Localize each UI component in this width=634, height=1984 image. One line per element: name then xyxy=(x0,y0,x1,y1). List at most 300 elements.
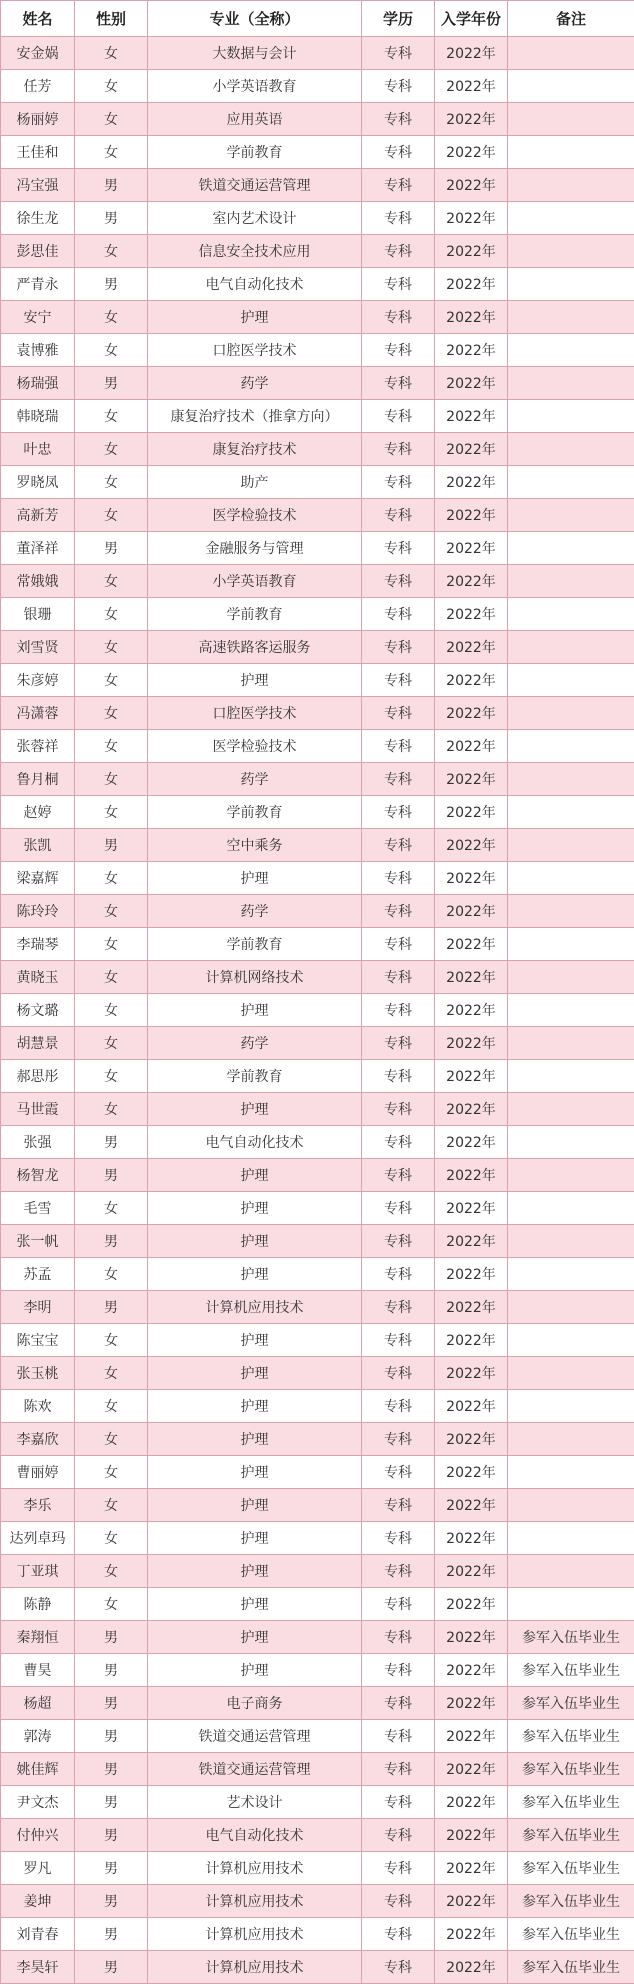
cell-gender: 男 xyxy=(75,268,148,301)
table-row xyxy=(1,1192,634,1225)
cell-major: 护理 xyxy=(148,1192,362,1225)
table-row xyxy=(1,829,634,862)
cell-education: 专科 xyxy=(362,928,435,961)
table-row xyxy=(1,1654,634,1687)
cell-major: 护理 xyxy=(148,1522,362,1555)
cell-enroll-year: 2022年 xyxy=(435,730,508,763)
table-row xyxy=(1,1720,634,1753)
table-row xyxy=(1,664,634,697)
table-row xyxy=(1,268,634,301)
cell-note xyxy=(508,763,634,796)
cell-name: 安宁 xyxy=(1,301,75,334)
table-row xyxy=(1,1093,634,1126)
table-row xyxy=(1,1588,634,1621)
cell-note: 参军入伍毕业生 xyxy=(508,1951,634,1984)
table-row xyxy=(1,103,634,136)
cell-name: 冯潇蓉 xyxy=(1,697,75,730)
cell-major: 室内艺术设计 xyxy=(148,202,362,235)
cell-major: 护理 xyxy=(148,664,362,697)
cell-major: 护理 xyxy=(148,1654,362,1687)
cell-gender: 男 xyxy=(75,829,148,862)
cell-major: 计算机应用技术 xyxy=(148,1852,362,1885)
cell-enroll-year: 2022年 xyxy=(435,1093,508,1126)
table-row xyxy=(1,697,634,730)
cell-gender: 男 xyxy=(75,169,148,202)
cell-gender: 男 xyxy=(75,1621,148,1654)
cell-name: 安金娲 xyxy=(1,37,75,70)
cell-enroll-year: 2022年 xyxy=(435,70,508,103)
cell-education: 专科 xyxy=(362,1390,435,1423)
cell-gender: 女 xyxy=(75,1456,148,1489)
cell-education: 专科 xyxy=(362,1885,435,1918)
cell-name: 彭思佳 xyxy=(1,235,75,268)
cell-enroll-year: 2022年 xyxy=(435,1786,508,1819)
cell-education: 专科 xyxy=(362,1027,435,1060)
cell-note xyxy=(508,631,634,664)
cell-name: 杨超 xyxy=(1,1687,75,1720)
cell-gender: 女 xyxy=(75,1192,148,1225)
cell-note xyxy=(508,928,634,961)
cell-major: 计算机应用技术 xyxy=(148,1918,362,1951)
cell-gender: 女 xyxy=(75,1060,148,1093)
cell-gender: 女 xyxy=(75,1522,148,1555)
cell-education: 专科 xyxy=(362,763,435,796)
cell-enroll-year: 2022年 xyxy=(435,268,508,301)
cell-name: 李明 xyxy=(1,1291,75,1324)
cell-gender: 男 xyxy=(75,1291,148,1324)
cell-note xyxy=(508,1324,634,1357)
cell-enroll-year: 2022年 xyxy=(435,598,508,631)
cell-gender: 男 xyxy=(75,202,148,235)
cell-education: 专科 xyxy=(362,1786,435,1819)
cell-note xyxy=(508,1159,634,1192)
cell-major: 小学英语教育 xyxy=(148,565,362,598)
cell-education: 专科 xyxy=(362,730,435,763)
cell-major: 艺术设计 xyxy=(148,1786,362,1819)
table-row xyxy=(1,499,634,532)
cell-enroll-year: 2022年 xyxy=(435,1192,508,1225)
cell-note: 参军入伍毕业生 xyxy=(508,1918,634,1951)
cell-gender: 女 xyxy=(75,37,148,70)
table-row xyxy=(1,1951,634,1984)
table-row xyxy=(1,796,634,829)
cell-education: 专科 xyxy=(362,136,435,169)
cell-note xyxy=(508,169,634,202)
cell-education: 专科 xyxy=(362,1093,435,1126)
table-row xyxy=(1,466,634,499)
cell-name: 董泽祥 xyxy=(1,532,75,565)
cell-education: 专科 xyxy=(362,1126,435,1159)
table-row xyxy=(1,1060,634,1093)
cell-name: 银珊 xyxy=(1,598,75,631)
cell-note xyxy=(508,70,634,103)
cell-name: 张一帆 xyxy=(1,1225,75,1258)
cell-gender: 女 xyxy=(75,961,148,994)
cell-major: 计算机应用技术 xyxy=(148,1951,362,1984)
table-row xyxy=(1,1885,634,1918)
cell-gender: 女 xyxy=(75,1390,148,1423)
cell-note xyxy=(508,1588,634,1621)
table-row xyxy=(1,598,634,631)
cell-education: 专科 xyxy=(362,1291,435,1324)
cell-enroll-year: 2022年 xyxy=(435,1423,508,1456)
cell-major: 护理 xyxy=(148,1324,362,1357)
cell-education: 专科 xyxy=(362,796,435,829)
table-row xyxy=(1,1918,634,1951)
cell-gender: 女 xyxy=(75,301,148,334)
cell-note: 参军入伍毕业生 xyxy=(508,1753,634,1786)
cell-major: 护理 xyxy=(148,301,362,334)
table-body xyxy=(1,37,634,1984)
cell-education: 专科 xyxy=(362,664,435,697)
cell-gender: 女 xyxy=(75,1423,148,1456)
cell-gender: 女 xyxy=(75,70,148,103)
cell-gender: 女 xyxy=(75,598,148,631)
cell-gender: 男 xyxy=(75,1918,148,1951)
cell-education: 专科 xyxy=(362,70,435,103)
cell-major: 医学检验技术 xyxy=(148,499,362,532)
table-row xyxy=(1,367,634,400)
cell-education: 专科 xyxy=(362,1720,435,1753)
cell-gender: 女 xyxy=(75,1555,148,1588)
header-enroll-year: 入学年份 xyxy=(435,1,508,37)
table-row xyxy=(1,1126,634,1159)
table-row xyxy=(1,301,634,334)
table-row xyxy=(1,1258,634,1291)
cell-major: 药学 xyxy=(148,895,362,928)
cell-education: 专科 xyxy=(362,1951,435,1984)
cell-education: 专科 xyxy=(362,268,435,301)
cell-name: 马世霞 xyxy=(1,1093,75,1126)
cell-enroll-year: 2022年 xyxy=(435,1390,508,1423)
cell-major: 康复治疗技术 xyxy=(148,433,362,466)
cell-note xyxy=(508,268,634,301)
cell-gender: 女 xyxy=(75,499,148,532)
cell-gender: 女 xyxy=(75,466,148,499)
cell-education: 专科 xyxy=(362,994,435,1027)
cell-note xyxy=(508,301,634,334)
cell-enroll-year: 2022年 xyxy=(435,895,508,928)
cell-education: 专科 xyxy=(362,1588,435,1621)
cell-major: 铁道交通运营管理 xyxy=(148,1720,362,1753)
cell-major: 学前教育 xyxy=(148,928,362,961)
cell-note xyxy=(508,37,634,70)
cell-education: 专科 xyxy=(362,103,435,136)
cell-enroll-year: 2022年 xyxy=(435,532,508,565)
cell-major: 护理 xyxy=(148,1225,362,1258)
cell-education: 专科 xyxy=(362,1060,435,1093)
cell-note xyxy=(508,961,634,994)
table-row xyxy=(1,400,634,433)
cell-education: 专科 xyxy=(362,433,435,466)
cell-education: 专科 xyxy=(362,334,435,367)
cell-name: 杨丽婷 xyxy=(1,103,75,136)
cell-note xyxy=(508,532,634,565)
cell-major: 信息安全技术应用 xyxy=(148,235,362,268)
cell-major: 计算机网络技术 xyxy=(148,961,362,994)
cell-education: 专科 xyxy=(362,1456,435,1489)
cell-enroll-year: 2022年 xyxy=(435,862,508,895)
cell-name: 王佳和 xyxy=(1,136,75,169)
cell-enroll-year: 2022年 xyxy=(435,829,508,862)
cell-note: 参军入伍毕业生 xyxy=(508,1786,634,1819)
cell-education: 专科 xyxy=(362,1324,435,1357)
table-row xyxy=(1,1522,634,1555)
table-row xyxy=(1,1423,634,1456)
table-row xyxy=(1,631,634,664)
cell-name: 达列卓玛 xyxy=(1,1522,75,1555)
cell-gender: 男 xyxy=(75,1687,148,1720)
cell-enroll-year: 2022年 xyxy=(435,1588,508,1621)
cell-education: 专科 xyxy=(362,235,435,268)
cell-enroll-year: 2022年 xyxy=(435,763,508,796)
cell-major: 高速铁路客运服务 xyxy=(148,631,362,664)
cell-education: 专科 xyxy=(362,400,435,433)
cell-enroll-year: 2022年 xyxy=(435,235,508,268)
cell-note xyxy=(508,235,634,268)
cell-major: 铁道交通运营管理 xyxy=(148,1753,362,1786)
table-row xyxy=(1,1753,634,1786)
cell-gender: 女 xyxy=(75,1324,148,1357)
cell-name: 李昊轩 xyxy=(1,1951,75,1984)
cell-note xyxy=(508,664,634,697)
cell-gender: 男 xyxy=(75,1786,148,1819)
cell-name: 冯宝强 xyxy=(1,169,75,202)
cell-gender: 女 xyxy=(75,400,148,433)
cell-gender: 女 xyxy=(75,730,148,763)
cell-note xyxy=(508,730,634,763)
cell-gender: 女 xyxy=(75,763,148,796)
cell-note xyxy=(508,103,634,136)
cell-note xyxy=(508,1456,634,1489)
cell-name: 李乐 xyxy=(1,1489,75,1522)
cell-name: 梁嘉辉 xyxy=(1,862,75,895)
cell-major: 学前教育 xyxy=(148,136,362,169)
cell-enroll-year: 2022年 xyxy=(435,1654,508,1687)
cell-enroll-year: 2022年 xyxy=(435,301,508,334)
cell-education: 专科 xyxy=(362,565,435,598)
table-row xyxy=(1,730,634,763)
cell-major: 药学 xyxy=(148,763,362,796)
cell-major: 医学检验技术 xyxy=(148,730,362,763)
table-row xyxy=(1,928,634,961)
cell-education: 专科 xyxy=(362,1192,435,1225)
cell-note xyxy=(508,1225,634,1258)
cell-enroll-year: 2022年 xyxy=(435,1852,508,1885)
cell-major: 药学 xyxy=(148,367,362,400)
cell-major: 护理 xyxy=(148,1621,362,1654)
cell-major: 计算机应用技术 xyxy=(148,1885,362,1918)
cell-name: 郝思彤 xyxy=(1,1060,75,1093)
cell-enroll-year: 2022年 xyxy=(435,1720,508,1753)
cell-enroll-year: 2022年 xyxy=(435,367,508,400)
cell-enroll-year: 2022年 xyxy=(435,334,508,367)
cell-enroll-year: 2022年 xyxy=(435,1753,508,1786)
table-row xyxy=(1,961,634,994)
cell-note xyxy=(508,1093,634,1126)
cell-enroll-year: 2022年 xyxy=(435,202,508,235)
cell-name: 苏孟 xyxy=(1,1258,75,1291)
table-row xyxy=(1,136,634,169)
cell-name: 徐生龙 xyxy=(1,202,75,235)
cell-gender: 女 xyxy=(75,697,148,730)
cell-name: 郭涛 xyxy=(1,1720,75,1753)
cell-education: 专科 xyxy=(362,1423,435,1456)
cell-enroll-year: 2022年 xyxy=(435,169,508,202)
cell-gender: 男 xyxy=(75,1819,148,1852)
cell-enroll-year: 2022年 xyxy=(435,499,508,532)
cell-note xyxy=(508,466,634,499)
cell-gender: 女 xyxy=(75,235,148,268)
cell-note xyxy=(508,1489,634,1522)
cell-enroll-year: 2022年 xyxy=(435,103,508,136)
table-row xyxy=(1,1456,634,1489)
cell-education: 专科 xyxy=(362,1522,435,1555)
header-gender: 性别 xyxy=(75,1,148,37)
cell-enroll-year: 2022年 xyxy=(435,961,508,994)
cell-note xyxy=(508,565,634,598)
cell-note xyxy=(508,1126,634,1159)
cell-major: 学前教育 xyxy=(148,1060,362,1093)
cell-major: 电气自动化技术 xyxy=(148,1126,362,1159)
cell-major: 护理 xyxy=(148,1423,362,1456)
cell-note xyxy=(508,334,634,367)
cell-name: 任芳 xyxy=(1,70,75,103)
cell-major: 护理 xyxy=(148,994,362,1027)
cell-enroll-year: 2022年 xyxy=(435,1159,508,1192)
cell-note xyxy=(508,895,634,928)
cell-enroll-year: 2022年 xyxy=(435,1027,508,1060)
cell-major: 口腔医学技术 xyxy=(148,334,362,367)
cell-education: 专科 xyxy=(362,1687,435,1720)
cell-gender: 男 xyxy=(75,1126,148,1159)
cell-name: 丁亚琪 xyxy=(1,1555,75,1588)
table-row xyxy=(1,532,634,565)
cell-enroll-year: 2022年 xyxy=(435,1621,508,1654)
cell-education: 专科 xyxy=(362,1819,435,1852)
cell-name: 陈静 xyxy=(1,1588,75,1621)
cell-enroll-year: 2022年 xyxy=(435,1687,508,1720)
cell-note xyxy=(508,994,634,1027)
cell-note xyxy=(508,697,634,730)
cell-major: 学前教育 xyxy=(148,796,362,829)
cell-enroll-year: 2022年 xyxy=(435,1225,508,1258)
cell-gender: 女 xyxy=(75,433,148,466)
cell-enroll-year: 2022年 xyxy=(435,1060,508,1093)
cell-major: 护理 xyxy=(148,1357,362,1390)
cell-gender: 男 xyxy=(75,367,148,400)
cell-gender: 男 xyxy=(75,1852,148,1885)
cell-gender: 女 xyxy=(75,565,148,598)
cell-education: 专科 xyxy=(362,1159,435,1192)
cell-education: 专科 xyxy=(362,499,435,532)
cell-major: 护理 xyxy=(148,1555,362,1588)
cell-name: 鲁月桐 xyxy=(1,763,75,796)
cell-major: 护理 xyxy=(148,1258,362,1291)
cell-name: 杨瑞强 xyxy=(1,367,75,400)
cell-education: 专科 xyxy=(362,598,435,631)
cell-education: 专科 xyxy=(362,367,435,400)
cell-enroll-year: 2022年 xyxy=(435,136,508,169)
cell-name: 姜坤 xyxy=(1,1885,75,1918)
cell-enroll-year: 2022年 xyxy=(435,565,508,598)
cell-note: 参军入伍毕业生 xyxy=(508,1654,634,1687)
cell-major: 助产 xyxy=(148,466,362,499)
cell-enroll-year: 2022年 xyxy=(435,1555,508,1588)
table-row xyxy=(1,565,634,598)
cell-gender: 女 xyxy=(75,136,148,169)
table-row xyxy=(1,37,634,70)
cell-gender: 女 xyxy=(75,1093,148,1126)
cell-note: 参军入伍毕业生 xyxy=(508,1720,634,1753)
header-name: 姓名 xyxy=(1,1,75,37)
cell-major: 小学英语教育 xyxy=(148,70,362,103)
cell-note xyxy=(508,598,634,631)
cell-education: 专科 xyxy=(362,466,435,499)
cell-name: 尹文杰 xyxy=(1,1786,75,1819)
cell-note xyxy=(508,136,634,169)
cell-gender: 男 xyxy=(75,1951,148,1984)
cell-education: 专科 xyxy=(362,1357,435,1390)
cell-name: 朱彦婷 xyxy=(1,664,75,697)
cell-name: 杨文璐 xyxy=(1,994,75,1027)
cell-major: 护理 xyxy=(148,1588,362,1621)
cell-major: 护理 xyxy=(148,1159,362,1192)
cell-education: 专科 xyxy=(362,1555,435,1588)
cell-note: 参军入伍毕业生 xyxy=(508,1885,634,1918)
cell-education: 专科 xyxy=(362,1753,435,1786)
cell-major: 大数据与会计 xyxy=(148,37,362,70)
cell-note xyxy=(508,1027,634,1060)
cell-note xyxy=(508,1390,634,1423)
cell-name: 张强 xyxy=(1,1126,75,1159)
cell-gender: 女 xyxy=(75,895,148,928)
cell-note xyxy=(508,1555,634,1588)
cell-gender: 女 xyxy=(75,1027,148,1060)
cell-major: 护理 xyxy=(148,1093,362,1126)
table-row xyxy=(1,1819,634,1852)
cell-name: 张凯 xyxy=(1,829,75,862)
cell-note xyxy=(508,1060,634,1093)
table-row xyxy=(1,334,634,367)
cell-enroll-year: 2022年 xyxy=(435,994,508,1027)
table-row xyxy=(1,1027,634,1060)
cell-name: 严青永 xyxy=(1,268,75,301)
cell-major: 护理 xyxy=(148,862,362,895)
cell-gender: 女 xyxy=(75,103,148,136)
table-row xyxy=(1,202,634,235)
cell-note xyxy=(508,367,634,400)
cell-education: 专科 xyxy=(362,1621,435,1654)
cell-enroll-year: 2022年 xyxy=(435,466,508,499)
cell-major: 空中乘务 xyxy=(148,829,362,862)
cell-major: 护理 xyxy=(148,1489,362,1522)
cell-gender: 男 xyxy=(75,1654,148,1687)
cell-enroll-year: 2022年 xyxy=(435,1522,508,1555)
cell-note xyxy=(508,829,634,862)
cell-note xyxy=(508,1357,634,1390)
cell-enroll-year: 2022年 xyxy=(435,1357,508,1390)
cell-name: 黄晓玉 xyxy=(1,961,75,994)
table-row xyxy=(1,1390,634,1423)
cell-gender: 男 xyxy=(75,1720,148,1753)
cell-name: 曹丽婷 xyxy=(1,1456,75,1489)
cell-note: 参军入伍毕业生 xyxy=(508,1687,634,1720)
cell-name: 张蓉祥 xyxy=(1,730,75,763)
cell-note xyxy=(508,202,634,235)
cell-name: 毛雪 xyxy=(1,1192,75,1225)
cell-enroll-year: 2022年 xyxy=(435,433,508,466)
